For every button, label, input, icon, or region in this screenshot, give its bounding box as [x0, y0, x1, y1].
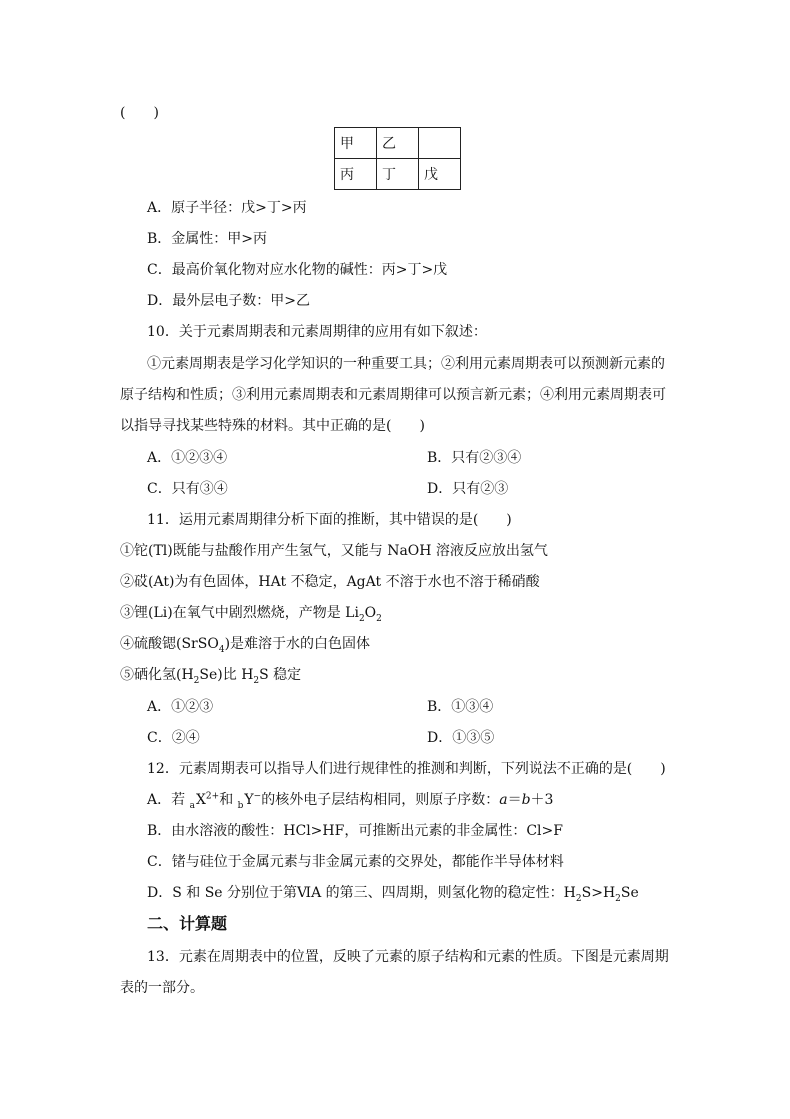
q9-option-d: D．最外层电子数：甲>乙	[147, 293, 310, 309]
table-cell: 乙	[377, 128, 419, 159]
q9-option-c: C．最高价氧化物对应水化物的碱性：丙>丁>戊	[147, 262, 448, 278]
table-cell: 丙	[335, 159, 377, 190]
q10-option-a: A．①②③④	[147, 450, 228, 466]
q11-statement-5: ⑤硒化氢$(H_2Se)$比 $H_2S$ 稳定	[120, 667, 302, 686]
q13-text-line: 表的一部分。	[120, 980, 204, 996]
q10-option-d: D．只有②③	[427, 481, 509, 497]
q12-option-b: B．由水溶液的酸性：HCl>HF，可推断出元素的非金属性：Cl>F	[147, 823, 563, 839]
q12-option-a: A．若 $_aX^{2+}$和 $_b$Y−的核外电子层结构相同，则原子序数：a＝b＋3	[147, 791, 554, 811]
q10-stem: 10．关于元素周期表和元素周期律的应用有如下叙述：	[147, 324, 487, 340]
q11-option-a: A．①②③	[147, 699, 214, 715]
periodic-table-fragment	[334, 127, 461, 190]
q11-option-d: D．①③⑤	[427, 730, 495, 746]
q10-statement-line: 原子结构和性质；③利用元素周期表和元素周期律可以预言新元素；④利用元素周期表可	[120, 387, 666, 403]
table-row	[335, 128, 461, 159]
q11-statement-2: ②砹(At)为有色固体，HAt 不稳定，AgAt 不溶于水也不溶于稀硝酸	[120, 574, 540, 590]
q11-stem: 11．运用元素周期律分析下面的推断，其中错误的是( )	[147, 512, 512, 528]
section-heading: 二、计算题	[147, 914, 228, 933]
q11-statement-3: ③锂(Li)在氧气中剧烈燃烧，产物是 $Li_2O_2$	[120, 605, 382, 624]
q11-statement-1: ①铊(Tl)既能与盐酸作用产生氢气，又能与 NaOH 溶液反应放出氢气	[120, 543, 548, 559]
q10-statement-line: 以指导寻找某些特殊的材料。其中正确的是( )	[120, 418, 425, 434]
table-cell: 甲	[335, 128, 377, 159]
table-cell: 丁	[377, 159, 419, 190]
q13-text-line: 13．元素在周期表中的位置，反映了元素的原子结构和元素的性质。下图是元素周期	[147, 949, 669, 965]
q9-option-a: A．原子半径：戊>丁>丙	[147, 200, 307, 216]
q9-option-b: B．金属性：甲>丙	[147, 231, 268, 247]
q12-stem: 12．元素周期表可以指导人们进行规律性的推测和判断，下列说法不正确的是( )	[147, 761, 666, 777]
q11-option-b: B．①③④	[427, 699, 494, 715]
q11-statement-4: ④硫酸锶(SrSO$_4$)是难溶于水的白色固体	[120, 636, 371, 655]
table-cell: 戊	[419, 159, 461, 190]
table-row	[335, 159, 461, 190]
q12-option-c: C．锗与硅位于金属元素与非金属元素的交界处，都能作半导体材料	[147, 854, 564, 870]
q10-option-b: B．只有②③④	[427, 450, 522, 466]
q11-option-c: C．②④	[147, 730, 200, 746]
q12-option-d: D．S 和 Se 分别位于第ⅥA 的第三、四周期，则氢化物的稳定性：$H_2S>H_2Se$	[147, 885, 639, 904]
answer-paren: ( )	[120, 105, 159, 121]
q10-statement-line: ①元素周期表是学习化学知识的一种重要工具；②利用元素周期表可以预测新元素的	[147, 356, 665, 372]
table-cell	[419, 128, 461, 159]
q10-option-c: C．只有③④	[147, 481, 228, 497]
